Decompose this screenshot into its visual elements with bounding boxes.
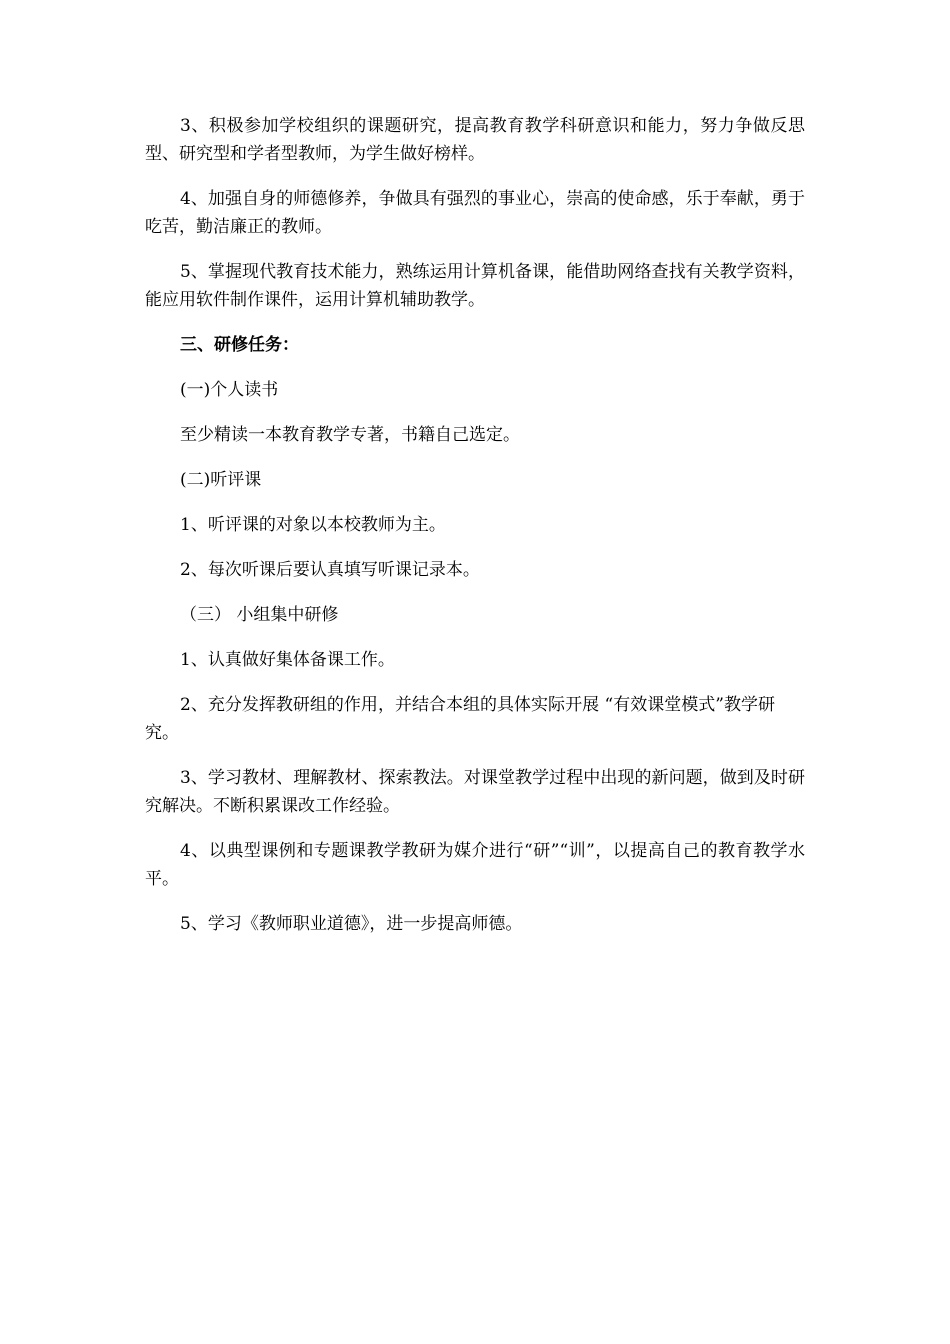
subsection-title-lesson-observation: (二)听评课: [180, 470, 262, 490]
section-heading: 三、研修任务：: [180, 335, 299, 355]
group-study-item-4: 4、以典型课例和专题课教学教研为媒介进行“研”“训”，以提高自己的教育教学水平。: [145, 841, 805, 889]
group-study-item-5: 5、学习《教师职业道德》，进一步提高师德。: [180, 914, 523, 934]
document-body: [145, 112, 805, 955]
subsection-title-group-study: （三） 小组集中研修: [180, 605, 339, 625]
group-study-item-1: 1、认真做好集体备课工作。: [180, 650, 395, 670]
observation-item-1: 1、听评课的对象以本校教师为主。: [180, 515, 446, 535]
subsection-title-reading: (一)个人读书: [180, 380, 279, 400]
goal-paragraph-5: 5、掌握现代教育技术能力，熟练运用计算机备课，能借助网络查找有关教学资料，能应用软件制作课件，运用计算机辅助教学。: [145, 262, 805, 310]
reading-paragraph: 至少精读一本教育教学专著，书籍自己选定。: [180, 425, 520, 445]
observation-item-2: 2、每次听课后要认真填写听课记录本。: [180, 560, 480, 580]
goal-paragraph-4: 4、加强自身的师德修养，争做具有强烈的事业心，崇高的使命感，乐于奉献，勇于吃苦，勤洁廉正的教师。: [145, 189, 805, 237]
group-study-item-3: 3、学习教材、理解教材、探索教法。对课堂教学过程中出现的新问题，做到及时研究解决。不断积累课改工作经验。: [145, 768, 805, 816]
group-study-item-2: 2、充分发挥教研组的作用，并结合本组的具体实际开展 “有效课堂模式”教学研究。: [145, 695, 775, 743]
goal-paragraph-3: 3、积极参加学校组织的课题研究，提高教育教学科研意识和能力，努力争做反思型、研究型和学者型教师，为学生做好榜样。: [145, 116, 805, 164]
